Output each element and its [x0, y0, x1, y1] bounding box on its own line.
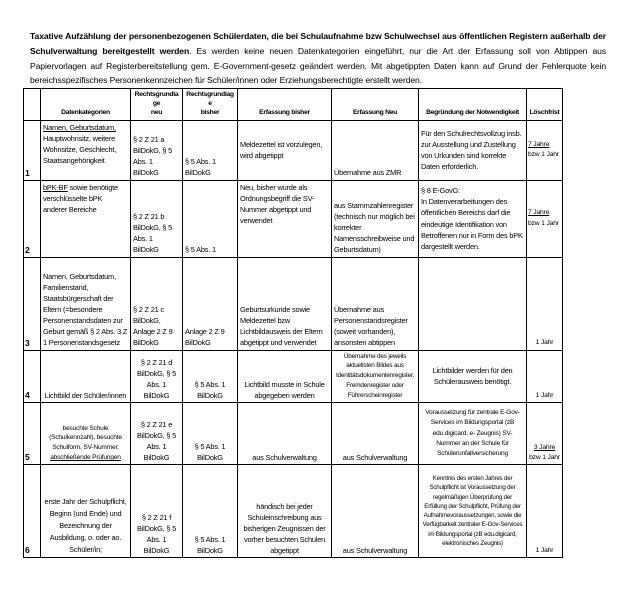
cell-loeschfrist: 7 Jahre bzw 1 Jahr — [527, 180, 563, 257]
row-number-cell: 3 — [24, 257, 41, 350]
table-header — [24, 89, 563, 121]
cell-datenkategorien: Lichtbild der Schüler/innen — [41, 350, 131, 403]
column-header-rechtsgrundlage-bisher: Rechtsgrundlage bisher — [183, 89, 238, 121]
table-row — [24, 257, 563, 350]
cell-rechtsgrundlage-neu: § 2 Z 21 d BilDokG, § 5 Abs. 1 BilDokG — [131, 350, 183, 403]
cell-rechtsgrundlage-neu: § 2 Z 21 b BilDokG, § 5 Abs. 1 BilDokG — [131, 180, 183, 257]
student-data-table — [23, 88, 563, 558]
cell-rechtsgrundlage-bisher: § 5 Abs. 1 BilDokG — [183, 120, 238, 180]
cell-datenkategorien: bPK-BF sowie benötigte verschlüsselte bPK anderer Bereiche — [41, 180, 131, 257]
cell-rechtsgrundlage-bisher: § 5 Abs. 1 BilDokG — [183, 350, 238, 403]
cell-datenkategorien: besuchte Schule (Schulkennzahl), besuchte Schulform, SV-Nummer, abschließende Prüfungen — [41, 403, 131, 465]
column-header-erfassung-bisher: Erfassung bisher — [238, 89, 332, 121]
cell-rechtsgrundlage-bisher: § 5 Abs. 1 BilDokG — [183, 465, 238, 558]
cell-rechtsgrundlage-neu: § 2 Z 21 a BilDokG, § 5 Abs. 1 BilDokG — [131, 120, 183, 180]
cell-erfassung-neu: aus Schulverwaltung — [332, 465, 419, 558]
cell-loeschfrist: 1 Jahr — [527, 257, 563, 350]
row-number-cell: 1 — [24, 120, 41, 180]
cell-begruendung — [419, 257, 527, 350]
intro-paragraph: Taxative Aufzählung der personenbezogenen Schülerdaten, die bei Schulaufnahme bzw Schulwechsel aus öffentlichen Registern außerhalb der Schulverwaltung bereitgestellt werden. Es werden keine neuen Datenkategorien eingeführt, nur die Art der Erfassung soll von Abtippen aus Papiervorlagen auf Registerbereitstellung gem. E-Government-gesetz geändert werden. Mit abgetippten Daten kann auf Grund der Fehlerquote kein bereichsspezifisches Personenkennzeichen für Schüler/innen oder Erziehungsberechtigte erstellt werden. — [30, 31, 606, 86]
cell-begruendung: § 8 E-GovG: In Datenverarbeitungen des öffentlichen Bereichs darf die eindeutige Identifikation von Betroffenen nur in Form des bPK dargestellt werden. — [419, 180, 527, 257]
column-header-erfassung-neu: Erfassung Neu — [332, 89, 419, 121]
cell-erfassung-neu: aus Schulverwaltung — [332, 403, 419, 465]
cell-datenkategorien: erste Jahr der Schulpflicht, Beginn (und Ende) und Bezeichnung der Ausbildung, o. oder ao. Schüler/in; — [41, 465, 131, 558]
cell-erfassung-bisher: aus Schulverwaltung — [238, 403, 332, 465]
row-number-cell: 5 — [24, 403, 41, 465]
cell-rechtsgrundlage-bisher: § 5 Abs. 1 — [183, 180, 238, 257]
table-row — [24, 180, 563, 257]
cell-datenkategorien: Namen, Geburtsdatum, Hauptwohnsitz, weitere Wohnsitze, Geschlecht, Staatsangehörigkeit — [41, 120, 131, 180]
cell-begruendung: Lichtbilder werden für den Schülerausweis benötigt. — [419, 350, 527, 403]
cell-erfassung-bisher: Geburtsurkunde sowie Meldezettel bzw Lichtbildausweis der Eltern abgetippt und verwendet — [238, 257, 332, 350]
cell-begruendung: Voraussetzung für zentrale E-Gov-Services im Bildungsportal (zB edu.digicard, e- Zeugnis) SV-Nummer an der Schule für Schülerunfallversicherung — [419, 403, 527, 465]
table-row — [24, 350, 563, 403]
cell-loeschfrist: 1 Jahr — [527, 350, 563, 403]
row-number-cell: 4 — [24, 350, 41, 403]
column-header-begruendung: Begründung der Notwendigkeit — [419, 89, 527, 121]
cell-rechtsgrundlage-neu: § 2 Z 21 f BilDokG, § 5 Abs. 1 BilDokG — [131, 465, 183, 558]
cell-datenkategorien: Namen, Geburtsdatum, Familienstand, Staatsbürgerschaft der Eltern (=besondere Personenstandsdaten zur Geburt gemäß § 2 Abs. 3 Z 1 Personenstandsgesetz — [41, 257, 131, 350]
cell-loeschfrist: 3 Jahre bzw 1 Jahr — [527, 403, 563, 465]
cell-erfassung-neu: Übernahme des jeweils aktuellsten Bildes aus Identitätsdokumentenregister, Fremdenregister oder Führerscheinregister — [332, 350, 419, 403]
cell-erfassung-bisher: händisch bei jeder Schuleinschreibung aus bisherigen Zeugnissen der vorher besuchten Schulen abgetippt — [238, 465, 332, 558]
row-number-header — [24, 89, 41, 121]
table-body — [24, 120, 563, 558]
cell-loeschfrist: 7 Jahre bzw 1 Jahr — [527, 120, 563, 180]
cell-rechtsgrundlage-neu: § 2 Z 21 e BilDokG, § 5 Abs. 1 BilDokG — [131, 403, 183, 465]
cell-begruendung: Kenntnis des ersten Jahres der Schulpflicht ist Voraussetzung der regelmäßigen Überprüfung der Erfüllung der Schulpflicht, Prüfung der Aufnahmevoraussetzungen, sowie die Verfügbarkeit zentraler E-Gov-Services im Bildungsportal (zB edu.digicard, elektronisches Zeugnis) — [419, 465, 527, 558]
cell-erfassung-neu: Übernahme aus ZMR — [332, 120, 419, 180]
cell-erfassung-bisher: Neu, bisher wurde als Ordnungsbegriff die SV-Nummer abgetippt und verwendet — [238, 180, 332, 257]
column-header-rechtsgrundlage-neu: Rechtsgrundlage neu — [131, 89, 183, 121]
row-number-cell: 6 — [24, 465, 41, 558]
cell-erfassung-neu: Übernahme aus Personenstandsregister (soweit vorhanden), ansonsten abtippen — [332, 257, 419, 350]
cell-erfassung-bisher: Meldezettel ist vorzulegen, wird abgetippt — [238, 120, 332, 180]
column-header-loeschfrist: Löschfrist — [527, 89, 563, 121]
cell-erfassung-neu: aus Stammzahlenregister (technisch nur möglich bei korrekter Namensschreibweise und Geburtsdatum) — [332, 180, 419, 257]
table-row — [24, 403, 563, 465]
cell-erfassung-bisher: Lichtbild musste in Schule abgegeben werden — [238, 350, 332, 403]
cell-begruendung: Für den Schulrechtsvollzug insb. zur Ausstellung und Zustellung von Urkunden sind korrekte Daten erforderlich. — [419, 120, 527, 180]
row-number-cell: 2 — [24, 180, 41, 257]
table-row — [24, 465, 563, 558]
cell-loeschfrist: 1 Jahr — [527, 465, 563, 558]
column-header-datenkategorien: Datenkategorien — [41, 89, 131, 121]
table-row — [24, 120, 563, 180]
cell-rechtsgrundlage-bisher: § 5 Abs. 1 BilDokG — [183, 403, 238, 465]
cell-rechtsgrundlage-neu: § 2 Z 21 c BilDokG, Anlage 2 Z 9 BilDokG — [131, 257, 183, 350]
cell-rechtsgrundlage-bisher: Anlage 2 Z 9 BilDokG — [183, 257, 238, 350]
